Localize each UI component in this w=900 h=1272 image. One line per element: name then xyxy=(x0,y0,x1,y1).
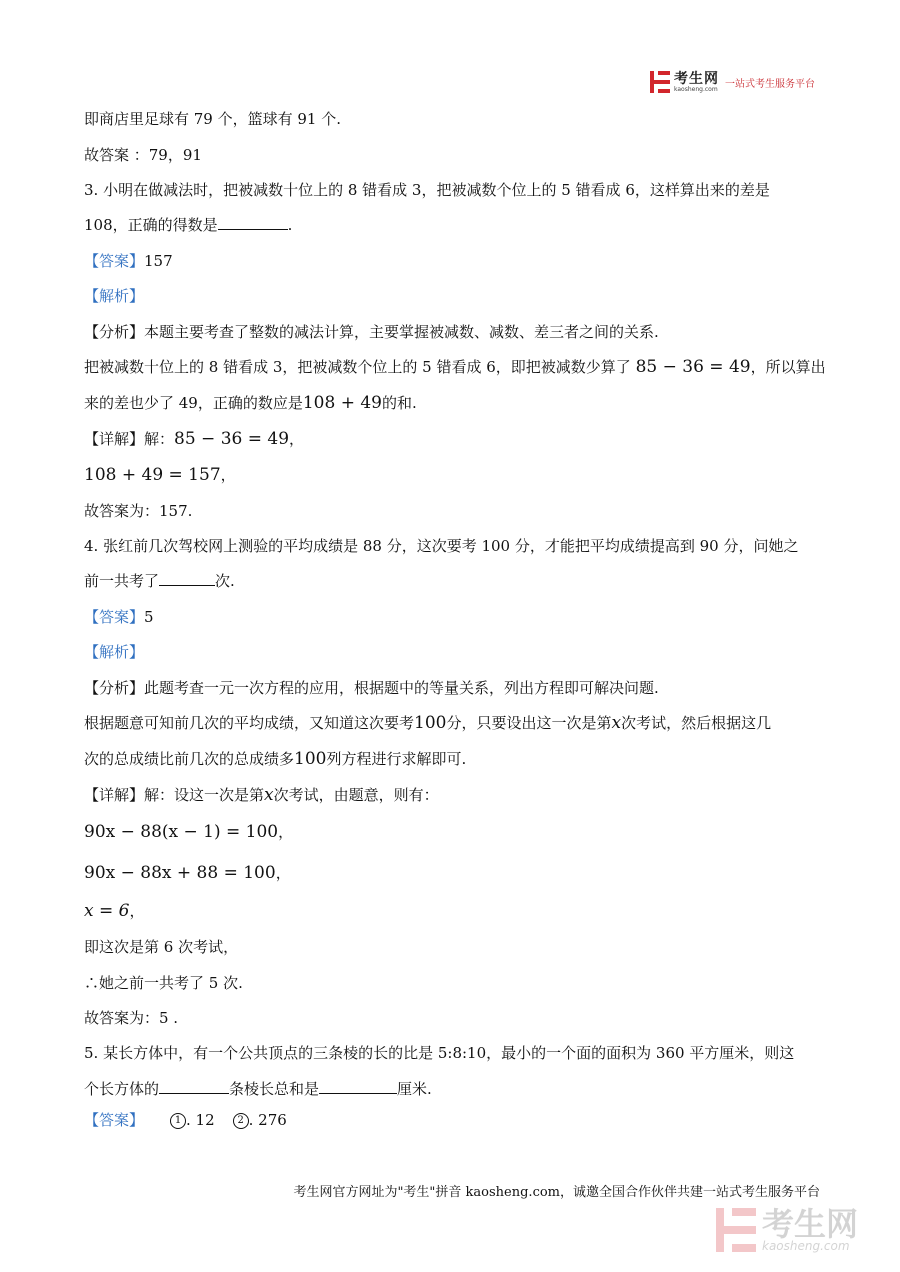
equation: 90x − 88(x − 1) = 100 xyxy=(84,822,279,842)
analysis-tag-line xyxy=(84,285,144,307)
answer-line: 【答案】157 xyxy=(84,252,173,270)
math-expression: 85 − 36 = 49 xyxy=(635,357,751,377)
text-line: 次的总成绩比前几次的总成绩多100列方程进行求解即可. xyxy=(84,749,467,769)
answer-blank xyxy=(159,571,215,586)
text-line: 来的差也少了 49，正确的数应是108 + 49的和. xyxy=(84,393,417,413)
watermark xyxy=(716,1205,859,1253)
equation: 90x − 88x + 88 = 100 xyxy=(84,863,276,883)
equation: x = 6 xyxy=(84,901,130,921)
text-line: 【分析】本题主要考查了整数的减法计算，主要掌握被减数、减数、差三者之间的关系. xyxy=(84,323,659,341)
logo-slogan: 一站式考生服务平台 xyxy=(725,78,815,90)
answer-blank xyxy=(319,1079,397,1094)
answer-tag: 【答案】 xyxy=(84,608,145,626)
text-line: 即这次是第 6 次考试， xyxy=(84,938,239,956)
text-line: 108，正确的得数是 . xyxy=(84,216,293,234)
equation-line: 90x − 88x + 88 = 100， xyxy=(84,863,291,883)
answer-line: 【答案】5 xyxy=(84,608,154,626)
page-footer: 考生网官方网址为"考生"拼音 kaosheng.com，诚邀全国合作伙伴共建一站式考生服务平台 xyxy=(293,1185,820,1200)
kaosheng-watermark-icon xyxy=(716,1208,756,1252)
watermark-name: 考生网 xyxy=(762,1205,859,1243)
text-line: 【详解】解：设这一次是第x次考试，由题意，则有： xyxy=(84,785,439,805)
equation-line: 90x − 88(x − 1) = 100， xyxy=(84,822,294,842)
text-line: 根据题意可知前几次的平均成绩，又知道这次要考100分，只要设出这一次是第x次考试，然后根据这几 xyxy=(84,713,772,733)
header-logo xyxy=(650,70,815,94)
math-expression: 100 xyxy=(414,713,447,733)
equation-line: x = 6， xyxy=(84,901,145,921)
answer-blank xyxy=(218,215,288,230)
text-line: 把被减数十位上的 8 错看成 3，把被减数个位上的 5 错看成 6，即把被减数少算了 85 − 36 = 49，所以算出 xyxy=(84,357,826,377)
answer-blank xyxy=(159,1079,229,1094)
text-line: 【详解】解：85 − 36 = 49， xyxy=(84,429,305,449)
math-variable: x xyxy=(264,785,274,805)
answer-line: 【答案】 1 . 12 2 . 276 xyxy=(84,1111,287,1129)
question-3: 3. 小明在做减法时，把被减数十位上的 8 错看成 3，把被减数个位上的 5 错看成 6，这样算出来的差是 xyxy=(84,181,770,199)
text-line: 108 + 49 = 157， xyxy=(84,465,236,485)
text-line: 故答案为：5 . xyxy=(84,1009,179,1027)
circled-number: 2 xyxy=(233,1113,249,1129)
question-4: 4. 张红前几次驾校网上测验的平均成绩是 88 分，这次要考 100 分，才能把平均成绩提高到 90 分，问她之 xyxy=(84,537,799,555)
analysis-tag: 【解析】 xyxy=(84,287,145,305)
text-line: ∴她之前一共考了 5 次. xyxy=(84,974,243,992)
math-expression: 108 + 49 xyxy=(302,393,382,413)
question-5: 5. 某长方体中，有一个公共顶点的三条棱的长的比是 5:8:10，最小的一个面的面积为 360 平方厘米，则这 xyxy=(84,1044,795,1062)
text-line: 个长方体的 条棱长总和是 厘米. xyxy=(84,1080,432,1098)
logo-url: kaosheng.com xyxy=(674,85,718,93)
answer-tag: 【答案】 xyxy=(84,252,145,270)
kaosheng-logo-icon xyxy=(650,71,670,93)
text-line: 故答案 ：79，91 xyxy=(84,146,202,164)
answer-tag: 【答案】 xyxy=(84,1111,145,1129)
analysis-tag-line xyxy=(84,641,144,663)
text-line: 故答案为：157. xyxy=(84,502,193,520)
text-line: 即商店里足球有 79 个，篮球有 91 个. xyxy=(84,110,342,128)
circled-number: 1 xyxy=(170,1113,186,1129)
text-line: 【分析】此题考查一元一次方程的应用，根据题中的等量关系，列出方程即可解决问题. xyxy=(84,679,659,697)
math-expression: 108 + 49 = 157 xyxy=(84,465,221,485)
math-expression: 100 xyxy=(294,749,327,769)
math-expression: 85 − 36 = 49 xyxy=(174,429,290,449)
math-variable: x xyxy=(611,713,622,733)
analysis-tag: 【解析】 xyxy=(84,643,145,661)
logo-name: 考生网 xyxy=(674,70,719,87)
text-line: 前一共考了 次. xyxy=(84,572,235,590)
watermark-url: kaosheng.com xyxy=(762,1239,850,1253)
